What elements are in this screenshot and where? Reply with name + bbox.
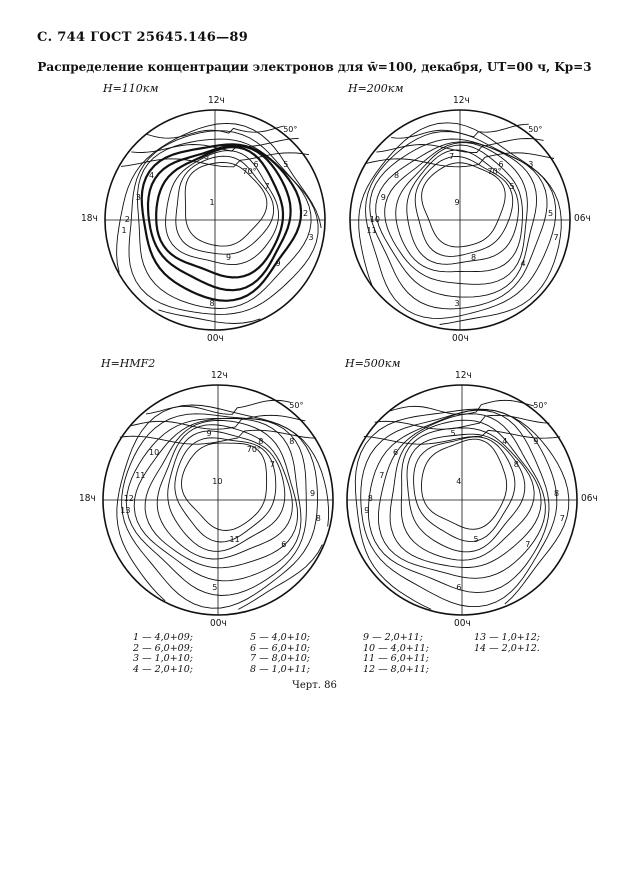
panel-label: H=HMF2	[101, 357, 156, 370]
contour-label: 7	[525, 540, 531, 550]
legend-item: 12 — 8,0+11;	[363, 663, 429, 675]
contour-label: 1	[121, 225, 127, 235]
contour-line	[134, 419, 301, 581]
contour-line	[148, 146, 291, 291]
latitude-label-50: 50°	[289, 401, 304, 411]
contour-label: 4	[502, 436, 508, 446]
latitude-contour	[121, 153, 309, 167]
clock-label-right: 06ч	[581, 493, 598, 504]
clock-label-left: 18ч	[81, 213, 98, 224]
legend-col-2	[250, 633, 310, 675]
clock-label-bottom: 00ч	[210, 618, 227, 629]
latitude-contour	[364, 430, 560, 444]
outer-circle	[103, 385, 333, 615]
latitude-contour	[390, 400, 534, 414]
contour-line	[414, 437, 515, 542]
contour-line	[117, 405, 329, 609]
contour-label: 9	[380, 192, 386, 202]
contour-label: 11	[135, 471, 146, 481]
latitude-contour	[131, 415, 306, 429]
latitude-label-50: 50°	[528, 125, 543, 135]
latitude-label-50: 50°	[533, 401, 548, 411]
latitude-contour	[391, 124, 529, 138]
legend-item: 2 — 6,0+09;	[133, 642, 193, 654]
clock-label-top: 12ч	[455, 370, 472, 381]
page-title: Распределение концентрации электронов для w̄=100, декабря, UT=00 ч, Kp=3	[37, 60, 592, 74]
polar-map-1	[105, 110, 325, 330]
contour-label: 9	[206, 428, 212, 438]
contour-label: 9	[533, 436, 539, 446]
legend-item: 9 — 2,0+11;	[363, 632, 423, 643]
contour-label: 8	[367, 494, 373, 504]
contour-line	[145, 420, 298, 567]
contour-label: 7	[553, 233, 559, 243]
legend-item: 5 — 4,0+10;	[250, 632, 310, 643]
contour-label: 6	[253, 159, 259, 169]
contour-label: 3	[135, 192, 141, 202]
latitude-contour	[366, 153, 554, 167]
contour-label: 5	[450, 428, 456, 438]
contour-label: 8	[315, 513, 321, 523]
contour-label: 9	[275, 258, 281, 268]
contour-line	[117, 123, 322, 323]
outer-circle	[347, 385, 577, 615]
outer-circle	[350, 110, 570, 330]
latitude-contour	[375, 415, 550, 429]
legend-item: 13 — 1,0+12;	[474, 632, 540, 643]
latitude-label-70: 70°	[242, 167, 257, 177]
contour-label: 10	[369, 214, 380, 224]
clock-label-bottom: 00ч	[207, 333, 224, 344]
contour-label: 6	[393, 448, 399, 458]
panel-label: H=500км	[345, 357, 401, 370]
contour-line	[401, 428, 534, 560]
panel-label: H=110км	[103, 82, 159, 95]
legend-item: 3 — 1,0+10;	[133, 653, 193, 664]
polar-map-3	[103, 385, 333, 615]
contour-line	[376, 142, 537, 297]
contour-line	[142, 144, 301, 300]
contour-label: 5	[509, 181, 515, 191]
contour-label: 7	[449, 151, 455, 161]
contour-line	[359, 123, 562, 325]
contour-label: 7	[264, 181, 270, 191]
contour-line	[407, 434, 525, 552]
contour-label: 12	[123, 494, 134, 504]
clock-label-bottom: 00ч	[454, 618, 471, 629]
contour-line	[370, 139, 547, 309]
contour-label: 8	[554, 488, 560, 498]
contour-label: 5	[204, 151, 210, 161]
contour-label: 11	[366, 225, 377, 235]
contour-label: 11	[229, 534, 240, 544]
latitude-label-50: 50°	[283, 125, 298, 135]
panel-label: H=200км	[348, 82, 404, 95]
clock-label-top: 12ч	[208, 95, 225, 106]
legend-item: 8 — 1,0+11;	[250, 663, 310, 675]
legend-col-4	[474, 633, 540, 654]
legend-item: 14 — 2,0+12.	[474, 642, 540, 654]
contour-label: 7	[269, 459, 275, 469]
legend-item: 7 — 8,0+10;	[250, 653, 310, 664]
contour-label: 9	[310, 488, 316, 498]
contour-label: 9	[226, 253, 232, 262]
contour-line	[368, 410, 549, 592]
latitude-contour	[146, 126, 284, 138]
contour-label: 10	[212, 477, 223, 486]
contour-label: 8	[258, 436, 264, 446]
contour-line	[366, 132, 556, 319]
latitude-contour	[120, 430, 316, 444]
contour-label: 4	[149, 170, 155, 180]
contour-label: 9	[454, 198, 460, 207]
legend-col-3	[363, 633, 429, 675]
contour-label: 5	[473, 534, 479, 544]
contour-label: 2	[303, 209, 309, 218]
contour-label: 5	[212, 582, 218, 592]
contour-label: 10	[149, 448, 160, 458]
contour-line	[122, 414, 318, 608]
clock-label-left: 18ч	[79, 493, 96, 504]
contour-label: 6	[456, 582, 462, 592]
contour-line	[157, 425, 295, 559]
contour-line	[168, 428, 285, 551]
contour-label: 8	[471, 253, 477, 262]
contour-line	[385, 143, 528, 285]
contour-label: 4	[456, 477, 462, 486]
contour-label: 8	[289, 436, 295, 446]
contour-line	[129, 131, 318, 315]
contour-line	[422, 436, 508, 529]
contour-line	[390, 420, 541, 567]
contour-line	[156, 147, 283, 277]
contour-line	[361, 410, 560, 607]
contour-label: 7	[379, 471, 385, 481]
latitude-label-70: 70°	[246, 444, 261, 454]
contour-label: 1	[209, 198, 215, 207]
clock-label-bottom: 00ч	[452, 333, 469, 344]
contour-label: 9	[364, 505, 370, 515]
clock-label-top: 12ч	[453, 95, 470, 106]
contour-label: 13	[120, 505, 131, 515]
contour-label: 6	[281, 540, 287, 550]
legend-item: 6 — 6,0+10;	[250, 642, 310, 654]
legend-col-1	[133, 633, 193, 675]
contour-label: 3	[308, 233, 314, 243]
latitude-contour	[376, 139, 543, 153]
latitude-contour	[146, 400, 290, 414]
contour-label: 2	[124, 214, 130, 224]
contour-label: 3	[528, 159, 534, 169]
latitude-contour	[131, 139, 298, 153]
outer-circle	[105, 110, 325, 330]
contour-label: 8	[394, 170, 400, 180]
polar-map-2	[350, 110, 570, 330]
contour-label: 5	[548, 209, 554, 218]
contour-label: 7	[559, 513, 565, 523]
contour-line	[182, 443, 267, 530]
clock-label-top: 12ч	[211, 370, 228, 381]
legend-item: 4 — 2,0+10;	[133, 663, 193, 675]
legend-item: 11 — 6,0+11;	[363, 653, 429, 664]
contour-label: 5	[283, 159, 289, 169]
contour-line	[176, 156, 274, 254]
contour-label: 6	[498, 159, 504, 169]
clock-label-right: 06ч	[574, 213, 591, 224]
contour-label: 4	[520, 258, 526, 268]
contour-line	[166, 151, 279, 265]
page-header: С. 744 ГОСТ 25645.146—89	[37, 30, 249, 45]
latitude-label-70: 70°	[487, 167, 502, 177]
legend-item: 1 — 4,0+09;	[133, 632, 193, 643]
polar-map-4	[347, 385, 577, 615]
contour-label: 8	[209, 299, 215, 309]
figure-caption: Черт. 86	[292, 680, 337, 691]
legend-item: 10 — 4,0+11;	[363, 642, 429, 654]
contour-label: 8	[513, 459, 519, 469]
contour-label: 3	[454, 299, 460, 309]
contour-line	[378, 414, 545, 579]
